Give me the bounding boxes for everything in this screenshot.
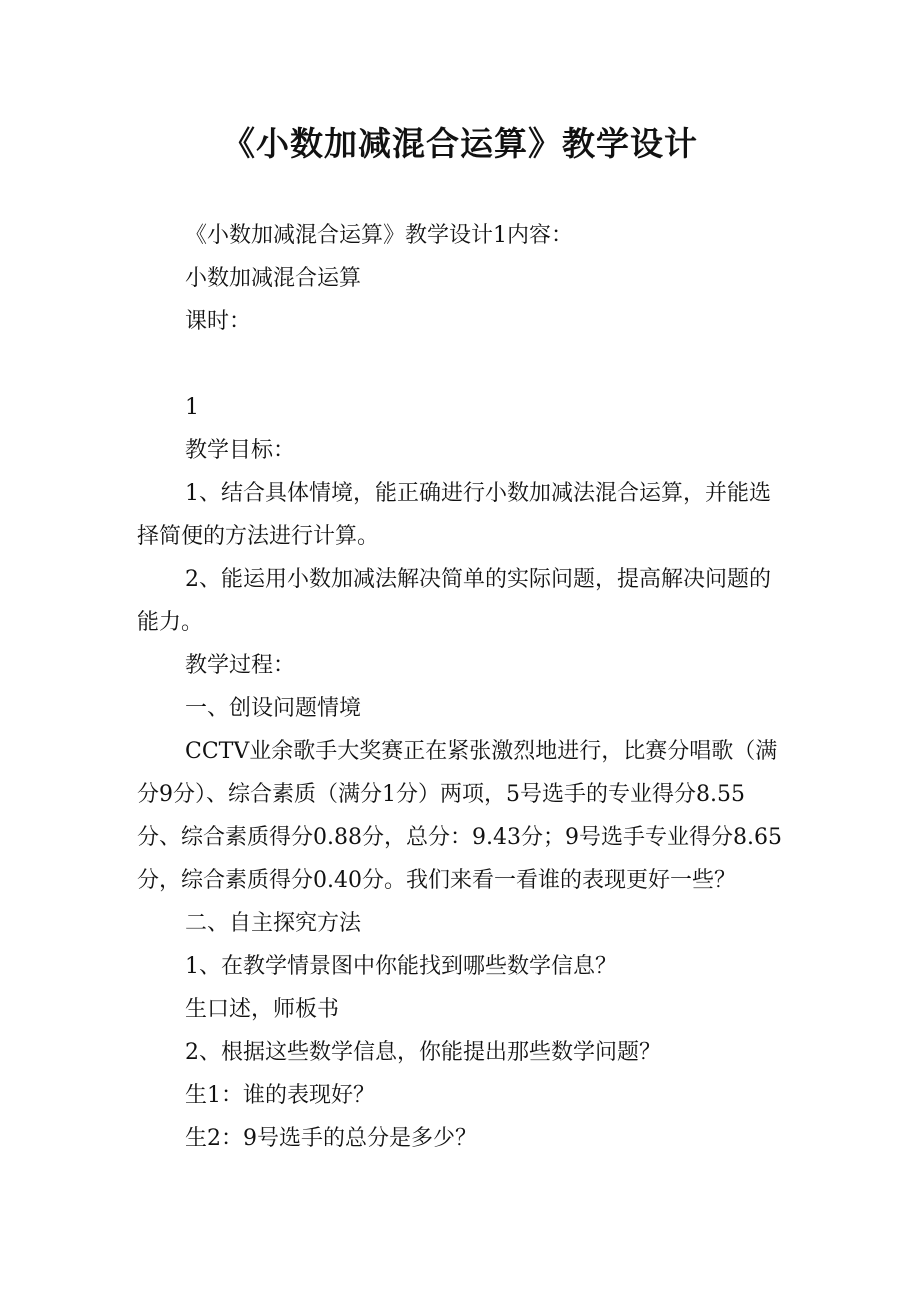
- paragraph-intro: 《小数加减混合运算》教学设计1内容：: [185, 223, 573, 248]
- paragraph-section-2-heading: 二、自主探究方法: [185, 911, 362, 936]
- paragraph-lesson-count: 1: [185, 395, 199, 420]
- paragraph-topic: 小数加减混合运算: [185, 266, 362, 291]
- paragraph-question-2: 2、根据这些数学信息，你能提出那些数学问题？: [185, 1040, 661, 1065]
- paragraph-student-response: 生口述，师板书: [185, 997, 340, 1022]
- paragraph-process-heading: 教学过程：: [185, 653, 296, 678]
- paragraph-lesson-label: 课时：: [185, 309, 252, 334]
- paragraph-student-2: 生2：9号选手的总分是多少？: [185, 1126, 477, 1151]
- document-body: [137, 214, 787, 1160]
- document-title: 《小数加减混合运算》教学设计: [222, 124, 698, 163]
- paragraph-scenario: CCTV业余歌手大奖赛正在紧张激烈地进行，比赛分唱歌（满分9分）、综合素质（满分1分）两项，5号选手的专业得分8.55分、综合素质得分0.88分，总分：9.43分；9号选手专业得分8.65分，综合素质得分0.40分。我们来看一看谁的表现更好一些？: [137, 739, 782, 893]
- paragraph-student-1: 生1：谁的表现好？: [185, 1083, 375, 1108]
- paragraph-objectives-heading: 教学目标：: [185, 438, 296, 463]
- paragraph-section-1-heading: 一、创设问题情境: [185, 696, 362, 721]
- paragraph-objective-2: 2、能运用小数加减法解决简单的实际问题，提高解决问题的能力。: [137, 567, 771, 635]
- paragraph-objective-1: 1、结合具体情境，能正确进行小数加减法混合运算，并能选择简便的方法进行计算。: [137, 481, 771, 549]
- paragraph-question-1: 1、在教学情景图中你能找到哪些数学信息？: [185, 954, 617, 979]
